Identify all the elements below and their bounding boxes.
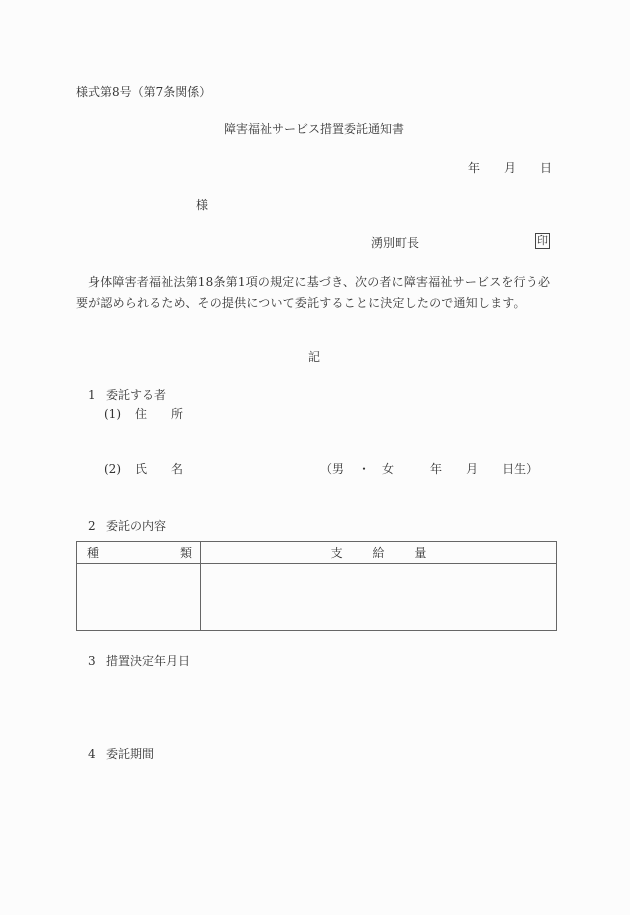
item-number: (2) <box>104 462 121 476</box>
header-text: 給 <box>372 546 385 560</box>
section-title: 措置決定年月日 <box>106 654 191 668</box>
section-4-heading <box>88 747 154 761</box>
birth-day-label: 日生） <box>502 462 539 476</box>
addressee-honorific: 様 <box>196 198 209 212</box>
section-title: 委託期間 <box>106 747 155 761</box>
item-number: (1) <box>104 407 121 421</box>
date-day-label: 日 <box>540 161 553 175</box>
label-part: 氏 <box>135 462 148 476</box>
section-number: 1 <box>88 388 96 402</box>
date-month-label: 月 <box>504 161 517 175</box>
header-text: 種 <box>87 546 100 560</box>
type-cell <box>77 564 201 631</box>
date-year-label: 年 <box>468 161 481 175</box>
header-type <box>77 542 201 564</box>
form-number: 様式第8号（第7条関係） <box>76 85 212 99</box>
body-paragraph: 身体障害者福祉法第18条第1項の規定に基づき、次の者に障害福祉サービスを行う必要が認められるため、その提供について委託することに決定したので通知します。 <box>76 275 551 310</box>
birth-month-label: 月 <box>466 462 479 476</box>
label-part: 住 <box>135 407 148 421</box>
gender-female: 女 <box>382 462 395 476</box>
header-text: 量 <box>414 546 427 560</box>
separator-dot: ・ <box>358 462 371 476</box>
document-title: 障害福祉サービス措置委託通知書 <box>224 122 405 136</box>
section-title: 委託する者 <box>106 388 167 402</box>
header-text: 類 <box>179 546 192 560</box>
issuer-name: 湧別町長 <box>371 236 420 250</box>
section-2-heading <box>88 519 166 533</box>
section-number: 3 <box>88 654 96 668</box>
label-part: 名 <box>171 462 184 476</box>
header-text: 支 <box>330 546 343 560</box>
seal-stamp-icon: 印 <box>537 234 548 247</box>
amount-cell <box>201 564 557 631</box>
name-field-label <box>104 462 183 476</box>
service-content-table <box>76 541 557 631</box>
section-1-heading <box>88 388 166 402</box>
header-supply-amount <box>201 542 557 564</box>
gender-birthdate-line <box>320 462 538 476</box>
section-number: 4 <box>88 747 96 761</box>
address-field-label <box>104 407 183 421</box>
label-part: 所 <box>171 407 184 421</box>
section-title: 委託の内容 <box>106 519 167 533</box>
gender-male: （男 <box>320 462 345 476</box>
table-row <box>77 564 557 631</box>
ki-heading: 記 <box>308 350 321 364</box>
section-number: 2 <box>88 519 96 533</box>
birth-year-label: 年 <box>430 462 443 476</box>
section-3-heading <box>88 654 190 668</box>
